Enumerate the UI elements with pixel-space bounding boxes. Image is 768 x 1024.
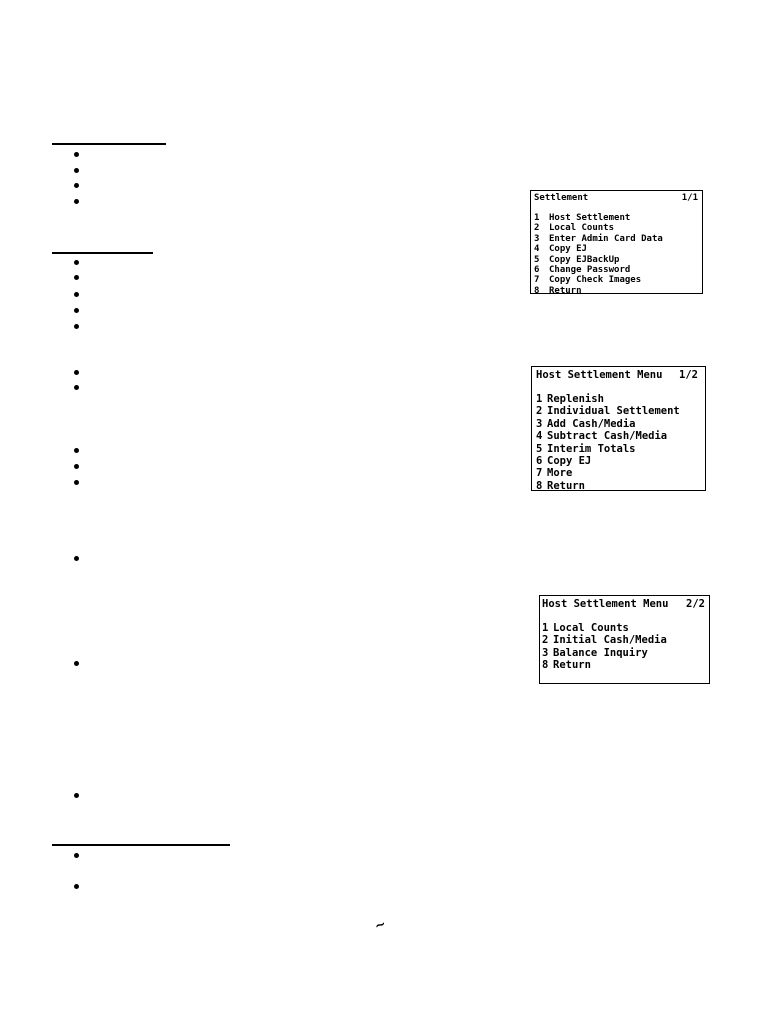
menu-option-local-counts[interactable]: 2 Local Counts	[534, 223, 615, 234]
menu-option-copy-ej[interactable]: 4 Copy EJ	[534, 244, 587, 255]
menu-option-add-cash-media[interactable]: 3 Add Cash/Media	[536, 417, 636, 430]
list-bullet	[74, 464, 79, 469]
list-bullet	[74, 260, 79, 265]
screen-title: Host Settlement Menu	[542, 598, 669, 610]
list-bullet	[74, 275, 79, 280]
menu-options	[536, 393, 702, 491]
list-bullet	[74, 324, 79, 329]
list-bullet	[74, 480, 79, 485]
section-heading-rule-2	[52, 252, 153, 254]
list-bullet	[74, 884, 79, 889]
screen-page-indicator: 1/1	[681, 193, 698, 203]
menu-option-subtract-cash-media[interactable]: 4 Subtract Cash/Media	[536, 430, 668, 443]
menu-option-copy-check-images[interactable]: 7 Copy Check Images	[534, 275, 642, 286]
list-bullet	[74, 168, 79, 173]
settlement-menu-screen	[530, 190, 703, 294]
menu-option-return[interactable]: 8 Return	[536, 479, 585, 491]
menu-option-enter-admin-card-data[interactable]: 3 Enter Admin Card Data	[534, 233, 663, 244]
list-bullet	[74, 556, 79, 561]
section-heading-rule-3	[52, 844, 230, 846]
list-bullet	[74, 152, 79, 157]
list-bullet	[74, 292, 79, 297]
screen-title: Settlement	[534, 193, 589, 203]
list-bullet	[74, 370, 79, 375]
menu-option-local-counts[interactable]: 1 Local Counts	[542, 622, 629, 634]
menu-option-balance-inquiry[interactable]: 3 Balance Inquiry	[542, 646, 648, 659]
list-bullet	[74, 308, 79, 313]
menu-option-interim-totals[interactable]: 5 Interim Totals	[536, 442, 636, 455]
screen-title: Host Settlement Menu	[536, 369, 663, 381]
menu-option-replenish[interactable]: 1 Replenish	[536, 393, 604, 405]
menu-option-return[interactable]: 8 Return	[542, 659, 591, 672]
menu-option-initial-cash-media[interactable]: 2 Initial Cash/Media	[542, 634, 667, 647]
menu-option-copy-ejbackup[interactable]: 5 Copy EJBackUp	[534, 254, 620, 265]
menu-option-copy-ej[interactable]: 6 Copy EJ	[536, 455, 592, 468]
menu-option-host-settlement[interactable]: 1 Host Settlement	[534, 213, 631, 223]
menu-option-more[interactable]: 7 More	[536, 467, 573, 480]
list-bullet	[74, 661, 79, 666]
list-bullet	[74, 793, 79, 798]
list-bullet	[74, 183, 79, 188]
list-bullet	[74, 199, 79, 204]
host-settlement-menu-page-2	[539, 595, 710, 684]
host-settlement-menu-page-1	[531, 366, 706, 491]
menu-options	[542, 622, 706, 672]
list-bullet	[74, 448, 79, 453]
menu-options	[534, 213, 699, 294]
squiggle-icon: ~	[372, 916, 389, 935]
screen-header	[542, 598, 705, 610]
menu-option-change-password[interactable]: 6 Change Password	[534, 265, 631, 276]
section-heading-rule-1	[52, 143, 166, 145]
list-bullet	[74, 853, 79, 858]
screen-page-indicator: 1/2	[679, 369, 698, 381]
list-bullet	[74, 385, 79, 390]
menu-option-return[interactable]: 8 Return	[534, 285, 582, 294]
screen-page-indicator: 2/2	[686, 598, 705, 610]
screen-header	[534, 193, 698, 203]
screen-header	[536, 369, 698, 381]
menu-option-individual-settlement[interactable]: 2 Individual Settlement	[536, 405, 680, 418]
